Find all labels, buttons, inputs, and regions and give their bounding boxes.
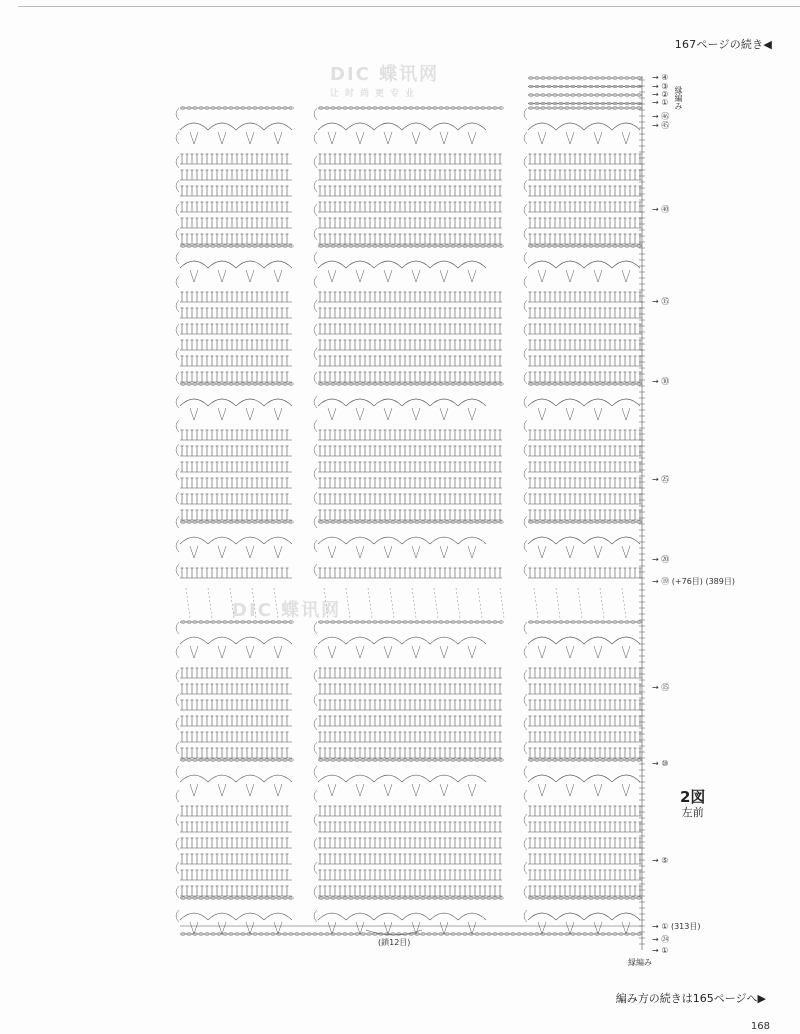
row-marker: → ⑳ bbox=[652, 555, 670, 564]
row-marker: → ㉟ bbox=[652, 297, 670, 306]
row-marker: → ㉚ bbox=[652, 377, 670, 386]
watermark-sub: 让时尚更专业 bbox=[330, 89, 421, 99]
row-marker: → ① bbox=[652, 98, 669, 107]
border-label-top: 縁編み bbox=[674, 86, 683, 110]
row-marker: → ④ bbox=[652, 73, 669, 82]
row-marker: → ① (313目) bbox=[652, 922, 701, 931]
border-label-bottom: 縁編み bbox=[628, 958, 652, 967]
watermark-cn: 蝶讯网 bbox=[379, 64, 440, 85]
chain-count-note: (鎖12目) bbox=[378, 938, 411, 947]
row-marker: → ㊺ bbox=[652, 121, 670, 130]
row-marker: → ㊵ bbox=[652, 205, 670, 214]
row-marker: → ③ bbox=[652, 82, 669, 91]
page-number: 168 bbox=[750, 1021, 770, 1032]
row-marker: → ⑲ (+76目) (389目) bbox=[652, 577, 735, 586]
watermark-brand: DIC bbox=[330, 64, 371, 85]
row-marker: → ② bbox=[652, 90, 669, 99]
figure-label bbox=[680, 788, 705, 819]
figure-subtitle: 左前 bbox=[681, 806, 704, 819]
continuation-to-note: 編み方の続きは165ページへ▶ bbox=[615, 992, 766, 1005]
watermark-cn: 蝶讯网 bbox=[281, 600, 342, 621]
row-marker: → ⑮ bbox=[652, 683, 670, 692]
row-marker: → ㉕ bbox=[652, 475, 670, 484]
row-marker: → ㉔ bbox=[652, 935, 670, 944]
continuation-from-note: 167ページの続き◀ bbox=[674, 38, 772, 51]
figure-number: 2図 bbox=[680, 788, 706, 806]
row-marker: → ⑩ bbox=[652, 759, 669, 768]
row-marker: → ⑤ bbox=[652, 856, 669, 865]
row-marker: → ㊻ bbox=[652, 112, 670, 121]
row-marker: → ① bbox=[652, 946, 669, 955]
watermark-brand: DIC bbox=[232, 600, 273, 621]
